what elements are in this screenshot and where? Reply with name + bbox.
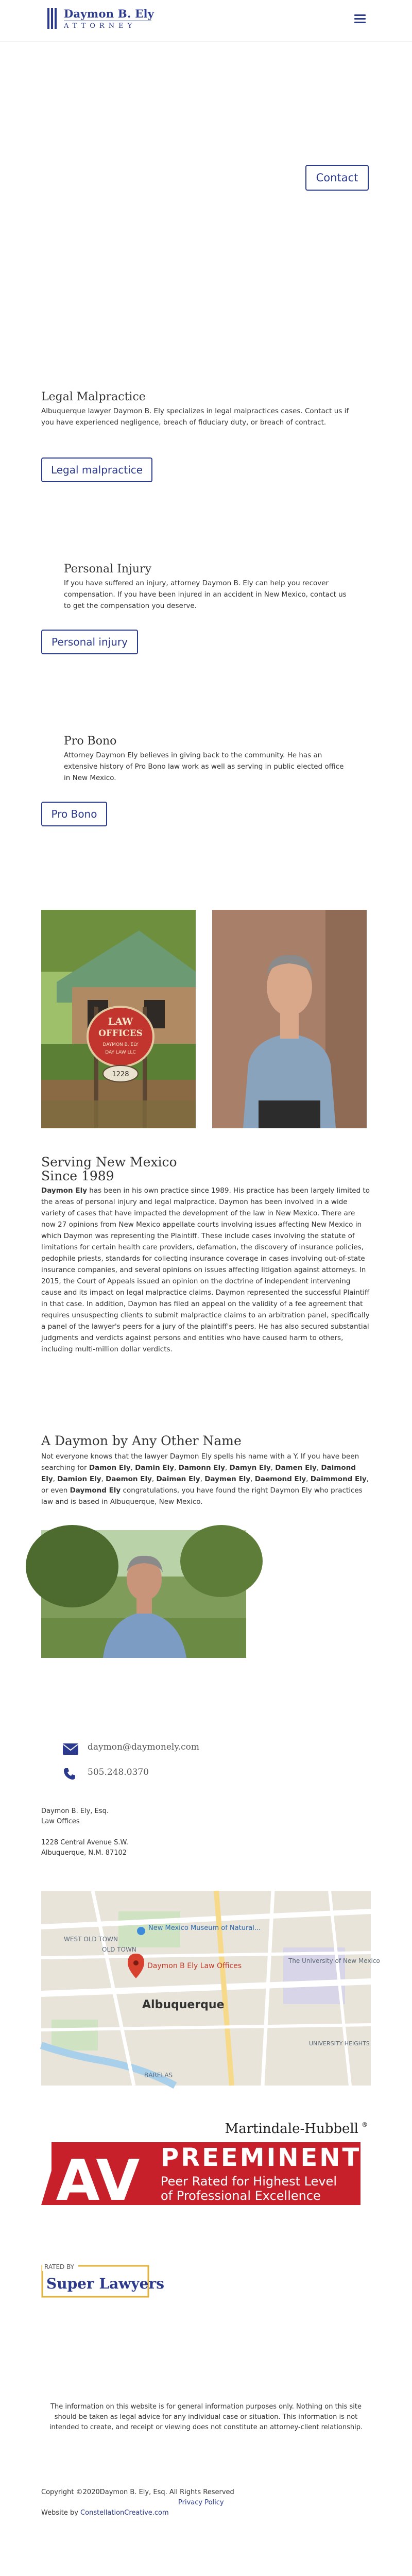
hamburger-menu-icon[interactable]: [354, 14, 366, 24]
email-link[interactable]: daymon@daymonely.com: [88, 1742, 199, 1752]
name-variant: Daimmond Ely: [310, 1475, 367, 1483]
other-name-part-2: congratulations, you have found the right Daymon Ely who practices law and is based in Albuquerque, New Mexico.: [41, 1486, 363, 1506]
serving-lead-name: Daymon Ely: [41, 1187, 88, 1195]
service-legal-malpractice: [41, 391, 350, 428]
other-name-section: [41, 1433, 371, 1507]
contact-city: Albuquerque, N.M. 87102: [41, 1849, 127, 1857]
serving-body: has been in his own practice since 1989. His practice has been largely limited to the areas of personal injury and legal malpractice. Daymon has been involved in a wide variety of cases that have impacted the development of the law in New Mexico. There are now 27 opinions from New Mexico appellate courts involving issues affecting New Mexico in which Daymon was representing the Plaintiff. These include cases involving the statute of limitations for certain health care providers, defamation, the discovery of insurance policies, pedophile priests, standards for collecting insurance coverage in cases involving out-of-state insurance companies, and several opinions on issues affecting litigation against attorneys. In 2015, the Court of Appeals issued an opinion on the doctrine of independent intervening cause and its impact on legal malpractice claims. Daymon represented the successful Plaintiff in that case. In addition, Daymon has filed an appeal on the validity of a fee agreement that requires unsuspecting clients to submit malpractice claims to an arbitration panel, specifically a panel of the lawyer's peers for a jury of the plaintiff's peers. He has also secured substantial judgments and verdicts against persons and entities who have caused harm to others, including multi-million dollar verdicts.: [41, 1187, 370, 1353]
name-variant: Daymen Ely: [204, 1475, 251, 1483]
name-variant: Damion Ely: [57, 1475, 101, 1483]
name-variant: Daemon Ely: [106, 1475, 152, 1483]
map-label-museum: New Mexico Museum of Natural...: [148, 1924, 261, 1932]
super-lawyers-rated: RATED BY: [44, 2263, 75, 2270]
personal-injury-button[interactable]: Personal injury: [41, 630, 138, 654]
service-personal-injury: [64, 563, 352, 612]
privacy-policy-link[interactable]: Privacy Policy: [178, 2499, 224, 2506]
service-text: Attorney Daymon Ely believes in giving back to the community. He has an extensive history of Pro Bono law work as well as serving in public elected office in New Mexico.: [64, 751, 344, 782]
serving-title-line-1: Serving New Mexico: [41, 1155, 177, 1170]
service-title: Legal Malpractice: [41, 391, 146, 403]
service-pro-bono: [64, 735, 352, 784]
law-office-photo: [41, 910, 196, 1128]
website-credit-prefix: Website by: [41, 2509, 81, 2517]
map-label-old-town: OLD TOWN: [102, 1946, 136, 1953]
name-variant: Damyn Ely: [229, 1464, 271, 1472]
super-lawyers-name: Super Lawyers: [46, 2275, 165, 2292]
phone-icon: [63, 1767, 76, 1781]
contact-name: Daymon B. Ely, Esq.: [41, 1807, 109, 1815]
website-credit-link[interactable]: ConstellationCreative.com: [80, 2509, 169, 2517]
logo-mark-icon[interactable]: [47, 8, 60, 29]
logo-name[interactable]: Daymon B. Ely: [64, 7, 154, 20]
sign-number: 1228: [112, 1071, 129, 1078]
contact-street: 1228 Central Avenue S.W.: [41, 1839, 128, 1846]
name-variant: Daymond Ely: [70, 1486, 121, 1495]
pro-bono-button[interactable]: Pro Bono: [41, 802, 107, 826]
sign-line-2: OFFICES: [98, 1028, 143, 1039]
disclaimer: The information on this website is for general information purposes only. Nothing on this site should be taken as legal advice for any individual case or situation. This information is not intended to create, and receipt or viewing does not constitute an attorney-client relationship.: [49, 2403, 363, 2431]
other-name-title: A Daymon by Any Other Name: [41, 1433, 242, 1448]
badge-tagline-1: Peer Rated for Highest Level: [161, 2174, 337, 2189]
address-block: [41, 1806, 128, 1858]
name-variant: Daimond Ely: [41, 1464, 356, 1483]
service-text: If you have suffered an injury, attorney Daymon B. Ely can help you recover compensation. If you have been injured in an accident in New Mexico, contact us to get the compensation you deserve.: [64, 579, 347, 610]
name-variant: Damen Ely: [275, 1464, 317, 1472]
badge-tagline-2: of Professional Excellence: [161, 2189, 321, 2203]
copyright: Copyright ©2020Daymon B. Ely, Esq. All Rights Reserved: [41, 2488, 234, 2496]
map-label-university: The University of New Mexico: [288, 1957, 380, 1964]
service-title: Pro Bono: [64, 735, 117, 748]
super-lawyers-badge[interactable]: [41, 2259, 165, 2299]
website-credit: [41, 2508, 169, 2518]
preeminent-label: PREEMINENT: [161, 2143, 362, 2172]
attorney-portrait-photo: [212, 910, 367, 1128]
name-variants: Damon Ely, Damin Ely, Damonn Ely, Damyn Ely, Damen Ely, Daimond Ely, Damion Ely, Daemon Ely, Daimen Ely, Daymen Ely, Daemond Ely, Daimmond Ely, or even Daymond Ely: [41, 1464, 369, 1495]
site-header: [0, 0, 412, 41]
mh-title: Martindale-Hubbell: [225, 2121, 358, 2137]
name-variant: Damon Ely: [89, 1464, 131, 1472]
map-label-west-old-town: WEST OLD TOWN: [64, 1936, 118, 1943]
map-label-pin: Daymon B Ely Law Offices: [147, 1962, 242, 1970]
phone-link[interactable]: 505.248.0370: [88, 1767, 149, 1777]
service-text: Albuquerque lawyer Daymon B. Ely specializes in legal malpractices cases. Contact us if you have experienced negligence, breach of fiduciary duty, or breach of contract.: [41, 407, 349, 427]
map-label-city: Albuquerque: [142, 1998, 225, 2011]
location-map[interactable]: [41, 1891, 380, 2086]
mh-registered: ®: [362, 2121, 368, 2128]
sign-line-4: DAY LAW LLC: [105, 1050, 136, 1055]
attorney-outdoor-photo: [41, 1530, 246, 1658]
other-name-text: [41, 1451, 371, 1507]
serving-title-line-2: Since 1989: [41, 1168, 114, 1183]
serving-text: [41, 1185, 371, 1355]
service-title: Personal Injury: [64, 563, 151, 575]
name-variant: Daemond Ely: [254, 1475, 306, 1483]
contact-button[interactable]: Contact: [305, 165, 369, 191]
sign-line-3: DAYMON B. ELY: [102, 1042, 139, 1047]
contact-office: Law Offices: [41, 1818, 80, 1825]
name-variant: Damin Ely: [135, 1464, 175, 1472]
map-label-university-heights: UNIVERSITY HEIGHTS: [309, 2040, 370, 2047]
email-icon: [63, 1743, 78, 1755]
map-label-barelas: BARELAS: [144, 2072, 173, 2079]
serving-section: [41, 1155, 371, 1355]
logo-subtitle: ATTORNEY: [64, 21, 151, 30]
legal-malpractice-button[interactable]: Legal malpractice: [41, 457, 152, 482]
name-variant: Damonn Ely: [178, 1464, 225, 1472]
name-variant: Daimen Ely: [156, 1475, 200, 1483]
martindale-hubbell-badge[interactable]: [41, 2117, 371, 2213]
av-rating: AV: [56, 2147, 140, 2213]
sign-line-1: LAW: [108, 1016, 133, 1027]
other-name-part-1: Not everyone knows that the lawyer Daymon Ely spells his name with a Y. If you have been searching for: [41, 1452, 359, 1472]
